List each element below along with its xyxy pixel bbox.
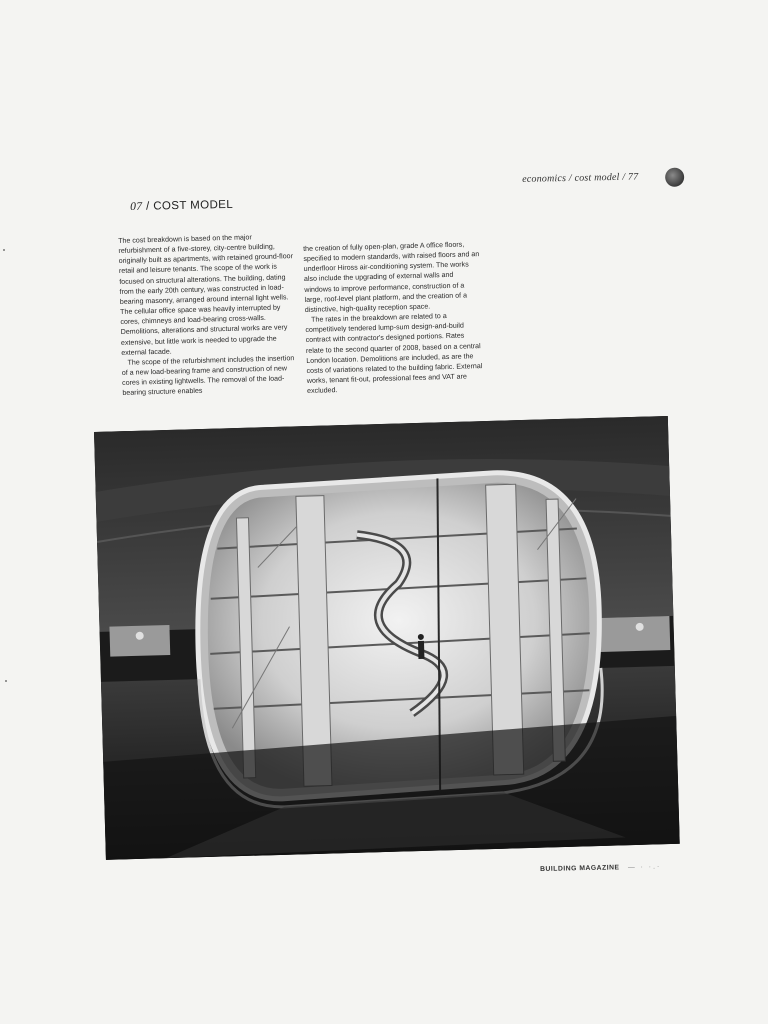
page-footer xyxy=(540,863,661,873)
footer-trailing-marks: — · ·.· xyxy=(627,863,662,872)
publication-name: BUILDING MAGAZINE xyxy=(540,864,620,873)
atrium-photograph xyxy=(94,416,680,860)
body-paragraph: the creation of fully open-plan, grade A office floors, specified to modern standards, with raised floors and an underfloor Hiross air-conditioning system. The works also include the upgrading of external walls and windows to improve performance, construction of a large, roof-level plant platform, and the creation of a distinctive, high-quality reception space. xyxy=(303,240,480,314)
body-paragraph: The scope of the refurbishment includes the insertion of a new load-bearing frame and construction of new cores in existing lightwells. The removal of the load-bearing structure enables xyxy=(121,354,295,398)
body-paragraph: The rates in the breakdown are related to a competitively tendered lump-sum design-and-build contract with contractor's designed portions. Rates relate to the second quarter of 2008, based on a central London location. Demolitions are included, as are the costs of variations related to the building fabric. External works, tenant fit-out, professional fees and VAT are excluded. xyxy=(305,312,483,396)
section-title: COST MODEL xyxy=(153,198,234,213)
section-number: 07 xyxy=(130,200,143,213)
running-head xyxy=(470,167,730,192)
scan-speck xyxy=(3,249,5,251)
section-heading xyxy=(130,199,233,213)
scan-speck xyxy=(5,680,7,682)
section-color-dot-icon xyxy=(665,168,684,187)
body-column-right xyxy=(303,239,485,396)
section-separator: / xyxy=(145,200,150,213)
atrium-photo-illustration xyxy=(94,416,680,860)
running-head-text: economics / cost model / 77 xyxy=(522,171,639,185)
body-paragraph: The cost breakdown is based on the major refurbishment of a five-storey, city-centre building, originally built as apartments, with retained ground-floor retail and leisure tenants. The scope of the work is focused on structural alterations. The building, dating from the early 20th century, was constructed in load-bearing masonry, arranged around internal light wells. The cellular office space was heavily interrupted by cores, chimneys and load-bearing cross-walls. Demolitions, alterations and structural works are very extensive, but little work is needed to upgrade the external facade. xyxy=(118,233,294,357)
body-column-left xyxy=(118,231,300,398)
